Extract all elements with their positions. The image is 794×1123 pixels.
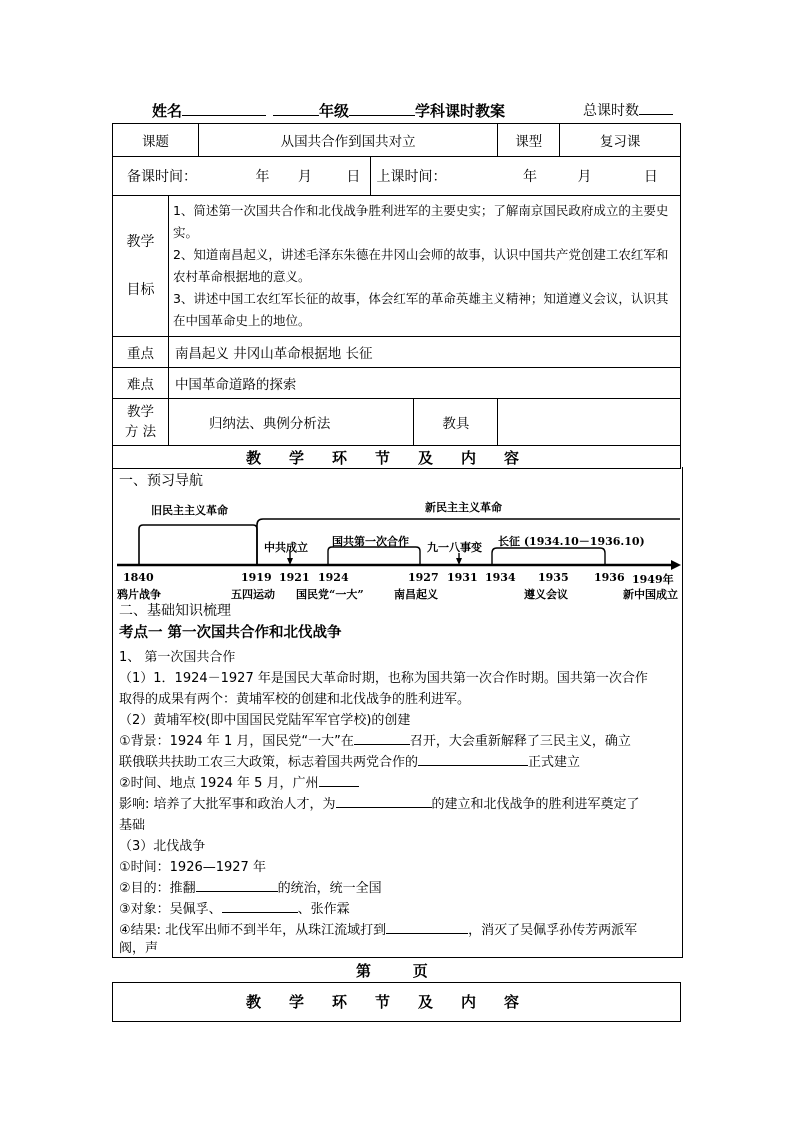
- year-label: 1919: [241, 571, 272, 584]
- goal-item: 1、简述第一次国共合作和北伐战争胜利进军的主要史实；了解南京国民政府成立的主要史实。: [172, 203, 669, 240]
- lesson-plan-table: [112, 123, 681, 469]
- old-democratic-bracket: [139, 525, 257, 565]
- old-democratic-label: 旧民主主义革命: [151, 504, 228, 517]
- fill-blank[interactable]: [319, 774, 359, 787]
- class-day: 日: [643, 169, 658, 185]
- tools-value[interactable]: [498, 399, 681, 446]
- key-label: 重点: [113, 337, 169, 368]
- text-line: [119, 751, 580, 770]
- text-segment: ③对象：吴佩孚、: [119, 902, 222, 917]
- year-label: 1934: [485, 571, 516, 584]
- text-line: [119, 793, 640, 812]
- text-segment: 召开，大会重新解释了三民主义，确立: [409, 734, 631, 749]
- key-value: 南昌起义 井冈山革命根据地 长征: [168, 337, 680, 368]
- method-label-line1: 教学: [126, 404, 154, 420]
- prep-time-label: 备课时间：: [127, 169, 197, 185]
- prep-time-cell: [113, 157, 371, 196]
- goals-list: [168, 196, 680, 337]
- class-month: 月: [577, 169, 592, 185]
- timeline-arrowhead: [671, 560, 681, 570]
- goals-label-line1: 教学: [126, 234, 155, 250]
- subject-blank[interactable]: [349, 101, 415, 116]
- method-value: 归纳法、典例分析法: [168, 399, 414, 446]
- year-label: 1924: [318, 571, 349, 584]
- prep-month: 月: [297, 169, 312, 185]
- text-segment: 影响: 培养了大批军事和政治人才，为: [119, 797, 336, 812]
- text-line: （1）1．1924－1927 年是国民大革命时期，也称为国共第一次合作时期。国共第一次合作: [119, 671, 648, 686]
- text-segment: 正式建立: [528, 755, 581, 770]
- name-blank[interactable]: [182, 101, 266, 116]
- year-label: 1927: [408, 571, 439, 584]
- next-page-section-box: [112, 982, 681, 1022]
- year-label: 1921: [279, 571, 310, 584]
- method-label-line2: 方 法: [124, 424, 157, 440]
- nanchang-label: 南昌起义: [394, 588, 438, 601]
- difficult-label: 难点: [113, 368, 169, 399]
- goals-label: [113, 196, 169, 337]
- grade-blank[interactable]: [273, 101, 319, 116]
- kmt-congress-label: 国民党“一大”: [296, 588, 364, 601]
- text-segment: 的建立和北伐战争的胜利进军奠定了: [431, 797, 640, 812]
- year-label: 1949年: [632, 573, 674, 586]
- prep-day: 日: [346, 169, 361, 185]
- name-label: 姓名: [152, 102, 183, 120]
- text-segment: ②时间、地点 1924 年 5 月，广州: [119, 776, 319, 791]
- text-segment: 、张作霖: [297, 902, 350, 917]
- goal-item: 3、讲述中国工农红军长征的故事，体会红军的革命英雄主义精神；知道遵义会议，认识其在中国革命史上的地位。: [172, 291, 669, 328]
- prep-year: 年: [255, 169, 270, 185]
- tools-label: 教具: [414, 399, 498, 446]
- next-section-title: 教学环节及内容: [245, 993, 547, 1011]
- point1-title: 考点一 第一次国共合作和北伐战争: [119, 625, 342, 641]
- text-segment: ④结果: 北伐军出师不到半年，从珠江流域打到: [119, 923, 387, 938]
- goal-item: 2、知道南昌起义，讲述毛泽东朱德在井冈山会师的故事，认识中国共产党创建工农红军和农村革命根据地的意义。: [172, 247, 669, 284]
- cooperation-bracket: [328, 547, 420, 565]
- name-field: [152, 100, 266, 121]
- total-hours-field: [583, 100, 673, 120]
- topic-value: 从国共合作到国共对立: [198, 124, 497, 157]
- goals-label-line2: 目标: [126, 282, 155, 298]
- text-segment: 的统治，统一全国: [277, 881, 382, 896]
- fill-blank[interactable]: [418, 753, 528, 766]
- ccp-founded-label: 中共成立: [264, 541, 308, 554]
- first-cooperation-label: 国共第一次合作: [332, 535, 409, 548]
- opium-war-label: 鸦片战争: [117, 588, 161, 601]
- text-line: （3）北伐战争: [119, 839, 206, 854]
- topic-label: 课题: [113, 124, 199, 157]
- text-segment: ①背景：1924 年 1 月，国民党“一大”在: [119, 734, 354, 749]
- year-label: 1931: [447, 571, 478, 584]
- difficult-value: 中国革命道路的探索: [168, 368, 680, 399]
- fill-blank[interactable]: [196, 879, 278, 892]
- class-year: 年: [523, 169, 537, 185]
- year-label: 1840: [123, 571, 154, 584]
- type-label: 课型: [498, 124, 560, 157]
- text-line: [119, 772, 359, 791]
- type-value: 复习课: [560, 124, 681, 157]
- year-label: 1936: [594, 571, 625, 584]
- long-march-label: 长征 (1934.10－1936.10): [498, 535, 645, 548]
- new-democratic-label: 新民主主义革命: [425, 501, 502, 514]
- fill-blank[interactable]: [222, 900, 298, 913]
- content-area: [112, 467, 683, 958]
- fill-blank[interactable]: [336, 795, 432, 808]
- text-segment: ，消灭了吴佩孚孙传芳两派军: [468, 923, 638, 938]
- total-hours-blank[interactable]: [639, 100, 673, 115]
- text-line: [119, 898, 350, 917]
- grade-label: 年级: [319, 102, 350, 120]
- zunyi-label: 遵义会议: [524, 588, 568, 601]
- text-line: [119, 877, 382, 896]
- long-march-bracket: [492, 548, 605, 565]
- fill-blank[interactable]: [386, 921, 468, 934]
- sept18-label: 九一八事变: [427, 541, 482, 554]
- text-line: （2）黄埔军校(即中国国民党陆军军官学校)的创建: [119, 713, 411, 728]
- preview-title: 一、预习导航: [119, 473, 203, 489]
- text-line: 阀，声: [119, 941, 159, 956]
- class-time-label: 上课时间：: [376, 169, 447, 185]
- total-hours-label: 总课时数: [583, 103, 639, 119]
- text-line: [119, 919, 637, 938]
- grade-subject-field: [273, 100, 505, 121]
- text-line: 1、 第一次国共合作: [119, 650, 236, 665]
- page-number-label: 第 页: [356, 962, 428, 980]
- method-label: [113, 399, 169, 446]
- text-line: 取得的成果有两个：黄埔军校的创建和北伐战争的胜利进军。: [119, 692, 471, 707]
- fill-blank[interactable]: [354, 732, 410, 745]
- text-line: [119, 730, 631, 749]
- year-label: 1935: [538, 571, 569, 584]
- class-time-cell: [370, 157, 680, 196]
- basics-title: 二、基础知识梳理: [119, 603, 231, 619]
- text-segment: 联俄联共扶助工农三大政策，标志着国共两党合作的: [119, 755, 419, 770]
- may4-label: 五四运动: [231, 588, 275, 601]
- text-line: ①时间：1926—1927 年: [119, 860, 266, 875]
- section-title: 教学环节及内容: [113, 446, 681, 469]
- subject-label: 学科课时教案: [415, 102, 506, 120]
- text-line: 基础: [119, 818, 146, 833]
- prc-label: 新中国成立: [623, 588, 678, 601]
- text-segment: ②目的：推翻: [119, 881, 196, 896]
